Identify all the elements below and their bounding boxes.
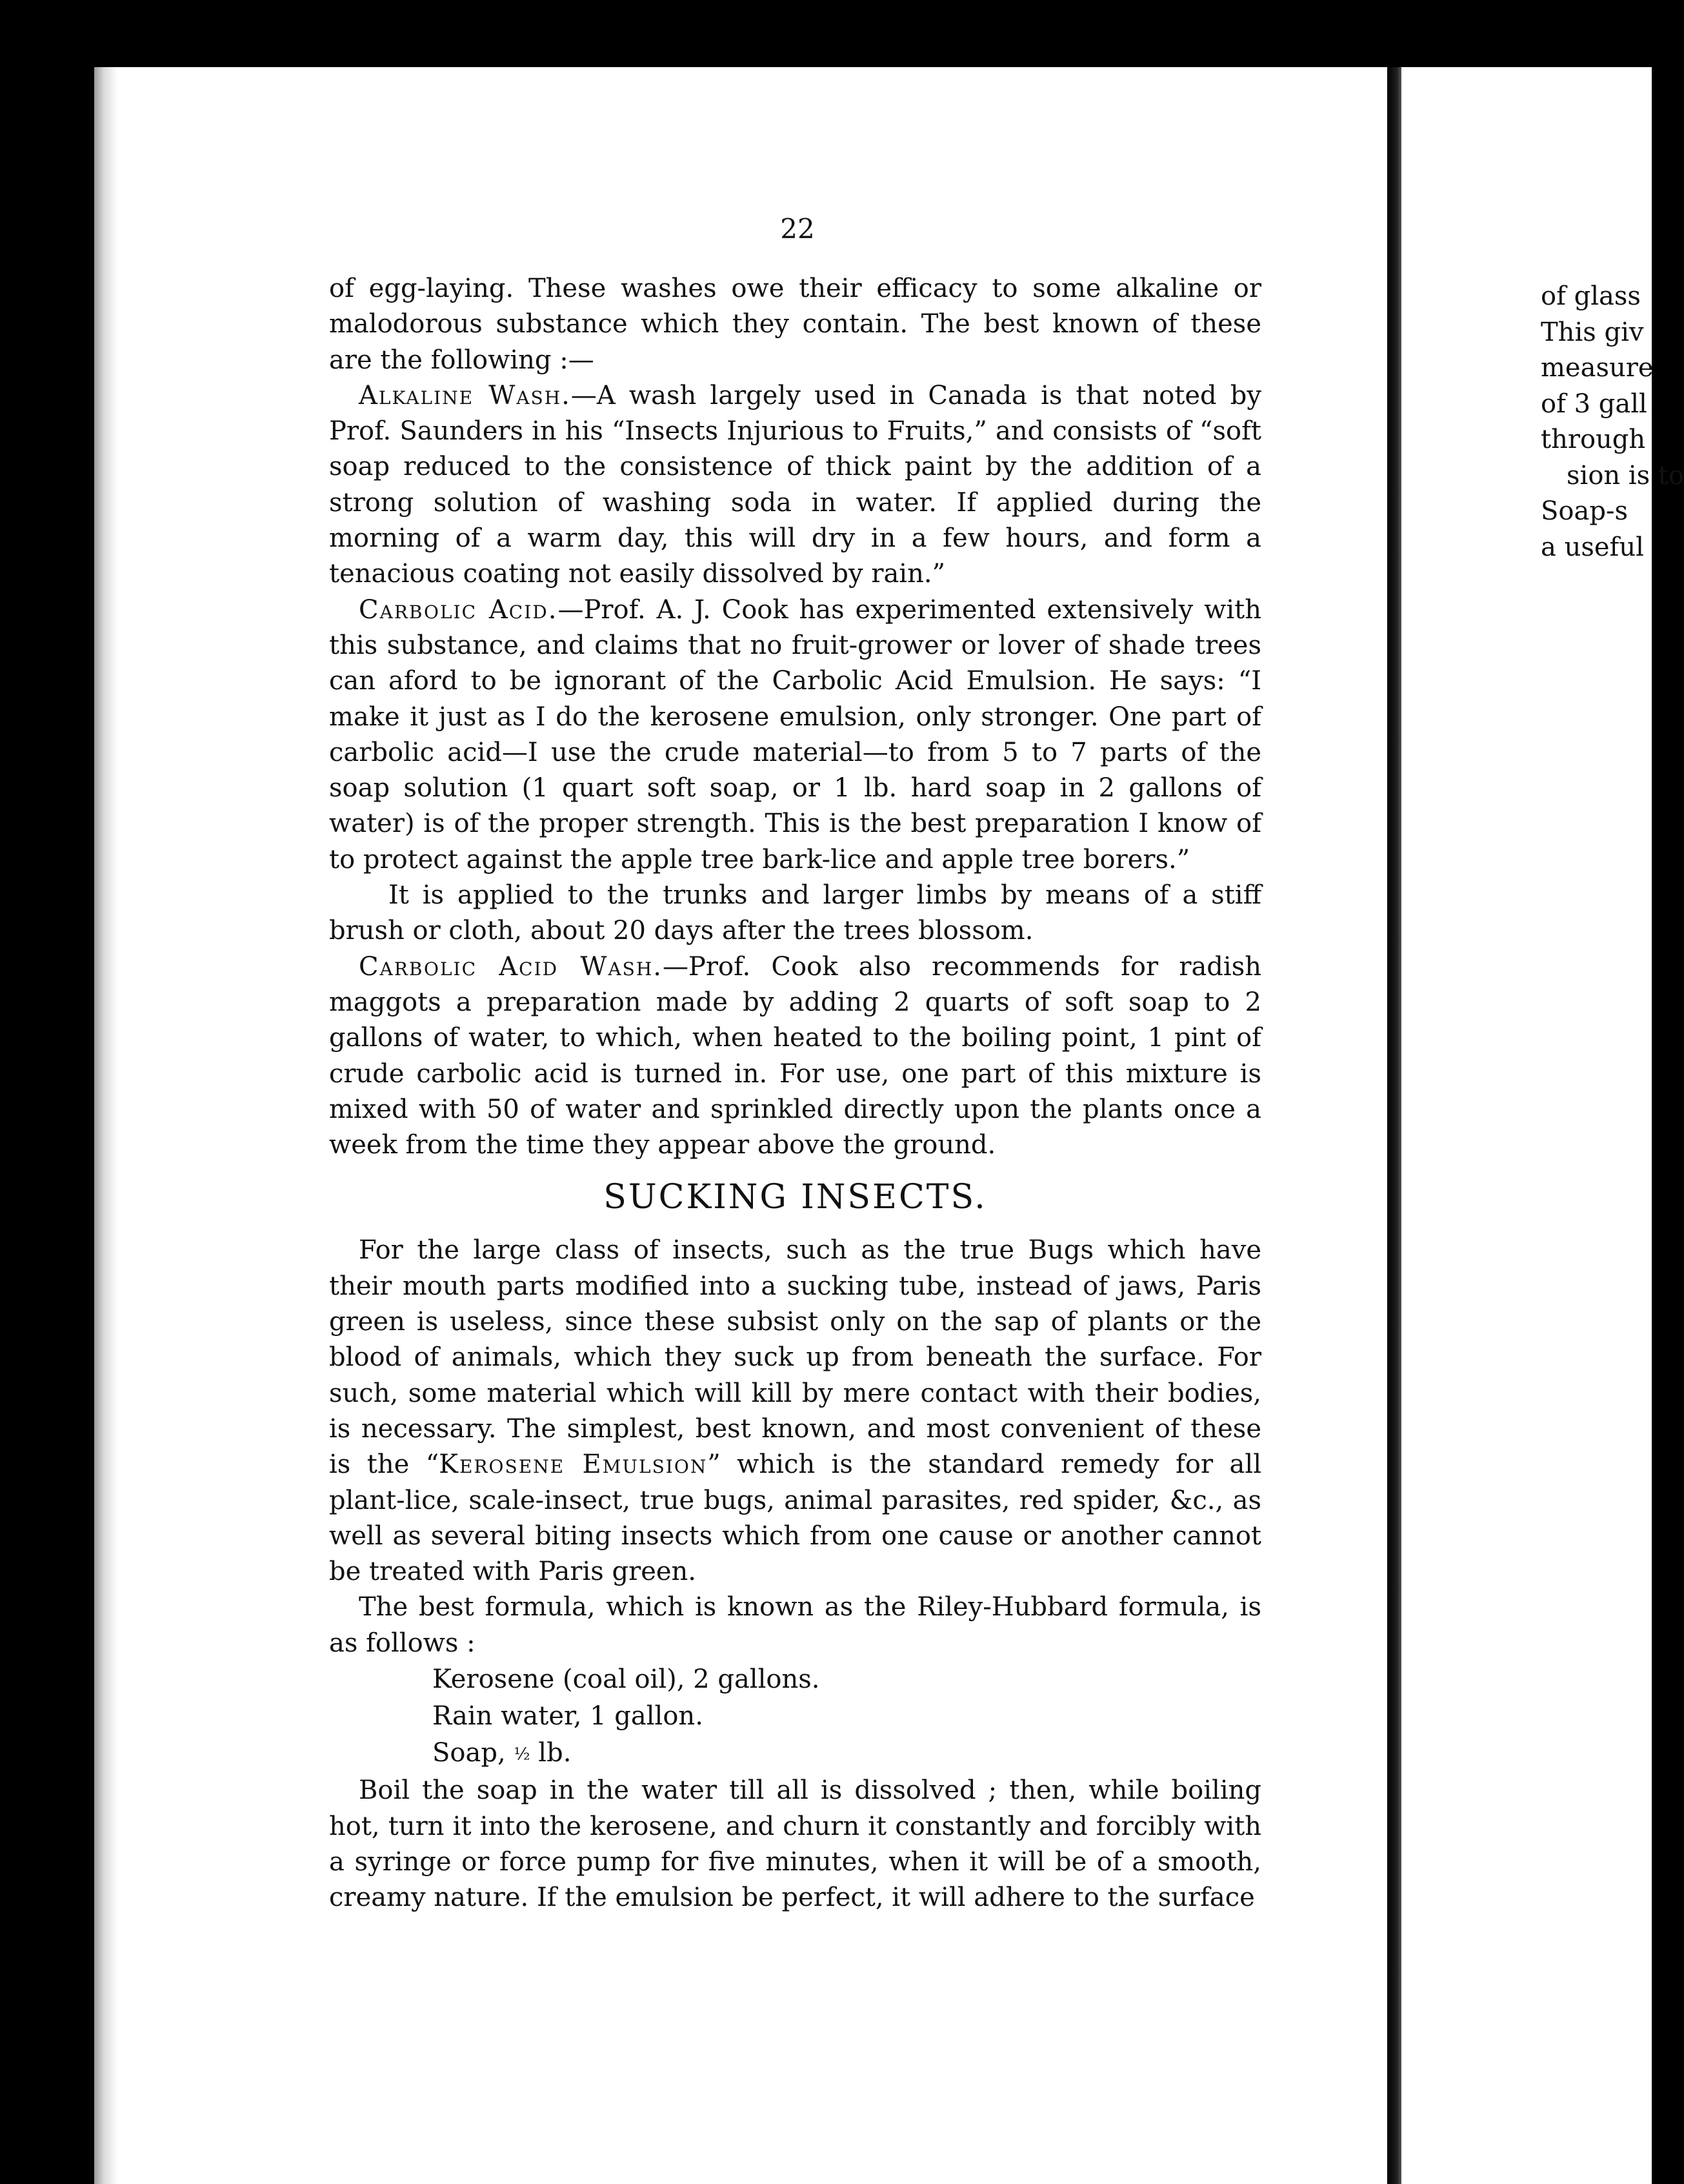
right-fragment: through: [1541, 425, 1646, 454]
right-fragment: a useful: [1541, 532, 1644, 562]
carbolic-wash-title: Carbolic Acid Wash.: [359, 951, 663, 982]
carbolic-acid-title: Carbolic Acid.: [359, 594, 558, 625]
recipe-line-soap: [432, 1735, 1261, 1774]
right-fragment: of glass: [1541, 281, 1641, 311]
sucking-insects-text-2: ” which is the standard remedy for all plant-lice, scale-insect, true bugs, animal parasites, red spider, &c., as well as several biting insects which from one cause or another cannot be treated with Paris green.: [329, 1450, 1261, 1587]
right-fragment: measure: [1541, 353, 1654, 383]
alkaline-wash-body: —A wash largely used in Canada is that noted by Prof. Saunders in his “Insects Injurious to Fruits,” and consists of “soft soap reduced to the consistence of thick paint by the addition of a strong solution of washing soda in water. If applied during the morning of a warm day, this will dry in a few hours, and form a tenacious coating not easily dissolved by rain.”: [329, 380, 1261, 589]
recipe-line-water: Rain water, 1 gallon.: [432, 1701, 703, 1731]
carbolic-wash-body: —Prof. Cook also recommends for radish maggots a preparation made by adding 2 quarts of soft soap to 2 gallons of water, to which, when heated to the boiling point, 1 pint of crude carbolic acid is turned in. For use, one part of this mixture is mixed with 50 of water and sprinkled directly upon the plants once a week from the time they appear above the ground.: [329, 951, 1261, 1160]
right-fragment: This giv: [1541, 317, 1644, 347]
right-page-fragments: [1541, 279, 1684, 565]
page-binding-edge: [94, 67, 117, 2184]
carbolic-acid-body: —Prof. A. J. Cook has experimented extensively with this substance, and claims that no fruit-grower or lover of shade trees can aford to be ignorant of the Carbolic Acid Emulsion. He says: “I make it just as I do the kerosene emulsion, only stronger. One part of carbolic acid—I use the crude material—to from 5 to 7 parts of the soap solution (1 quart soft soap, or 1 lb. hard soap in 2 gallons of water) is of the proper strength. This is the best preparation I know of to protect against the apple tree bark-lice and apple tree borers.”: [329, 594, 1261, 875]
right-fragment: Soap-s: [1541, 496, 1628, 526]
page-number: 22: [780, 213, 815, 245]
recipe-soap-label: Soap,: [432, 1737, 506, 1768]
recipe-soap-unit: lb.: [538, 1737, 572, 1768]
sucking-insects-paragraph: [329, 1233, 1261, 1590]
sucking-insects-text-1: For the large class of insects, such as the true Bugs which have their mouth parts modified into a sucking tube, instead of jaws, Paris green is useless, since these subsist only on the sap of plants or the blood of animals, which they suck up from beneath the surface. For such, some material which will kill by mere contact with their bodies, is necessary. The simplest, best known, and most convenient of these is the “: [329, 1235, 1261, 1480]
right-fragment: sion is to: [1567, 460, 1684, 490]
page-body: [329, 271, 1261, 1916]
right-fragment: of 3 gall: [1541, 389, 1647, 419]
alkaline-wash-paragraph: [329, 378, 1261, 592]
application-paragraph: It is applied to the trunks and larger limbs by means of a stiff brush or cloth, about 20 days after the trees blossom.: [329, 880, 1261, 946]
recipe-line-kerosene: Kerosene (coal oil), 2 gallons.: [432, 1664, 820, 1694]
boil-instructions-paragraph: Boil the soap in the water till all is dissolved ; then, while boiling hot, turn it into the kerosene, and churn it constantly and forcibly with a syringe or force pump for five minutes, when it will be of a smooth, creamy nature. If the emulsion be perfect, it will adhere to the surface: [329, 1775, 1261, 1913]
formula-intro-paragraph: The best formula, which is known as the Riley-Hubbard formula, is as follows :: [329, 1592, 1261, 1658]
section-heading: SUCKING INSECTS.: [603, 1178, 987, 1217]
kerosene-emulsion-term: Kerosene Emulsion: [439, 1450, 708, 1480]
carbolic-wash-paragraph: [329, 949, 1261, 1164]
recipe-soap-fraction: ½: [514, 1744, 530, 1764]
alkaline-wash-title: Alkaline Wash.: [359, 380, 571, 410]
intro-paragraph: of egg-laying. These washes owe their efficacy to some alkaline or malodorous substance which they contain. The best known of these are the following :—: [329, 274, 1261, 375]
recipe-list: [329, 1661, 1261, 1774]
carbolic-acid-paragraph: [329, 592, 1261, 878]
